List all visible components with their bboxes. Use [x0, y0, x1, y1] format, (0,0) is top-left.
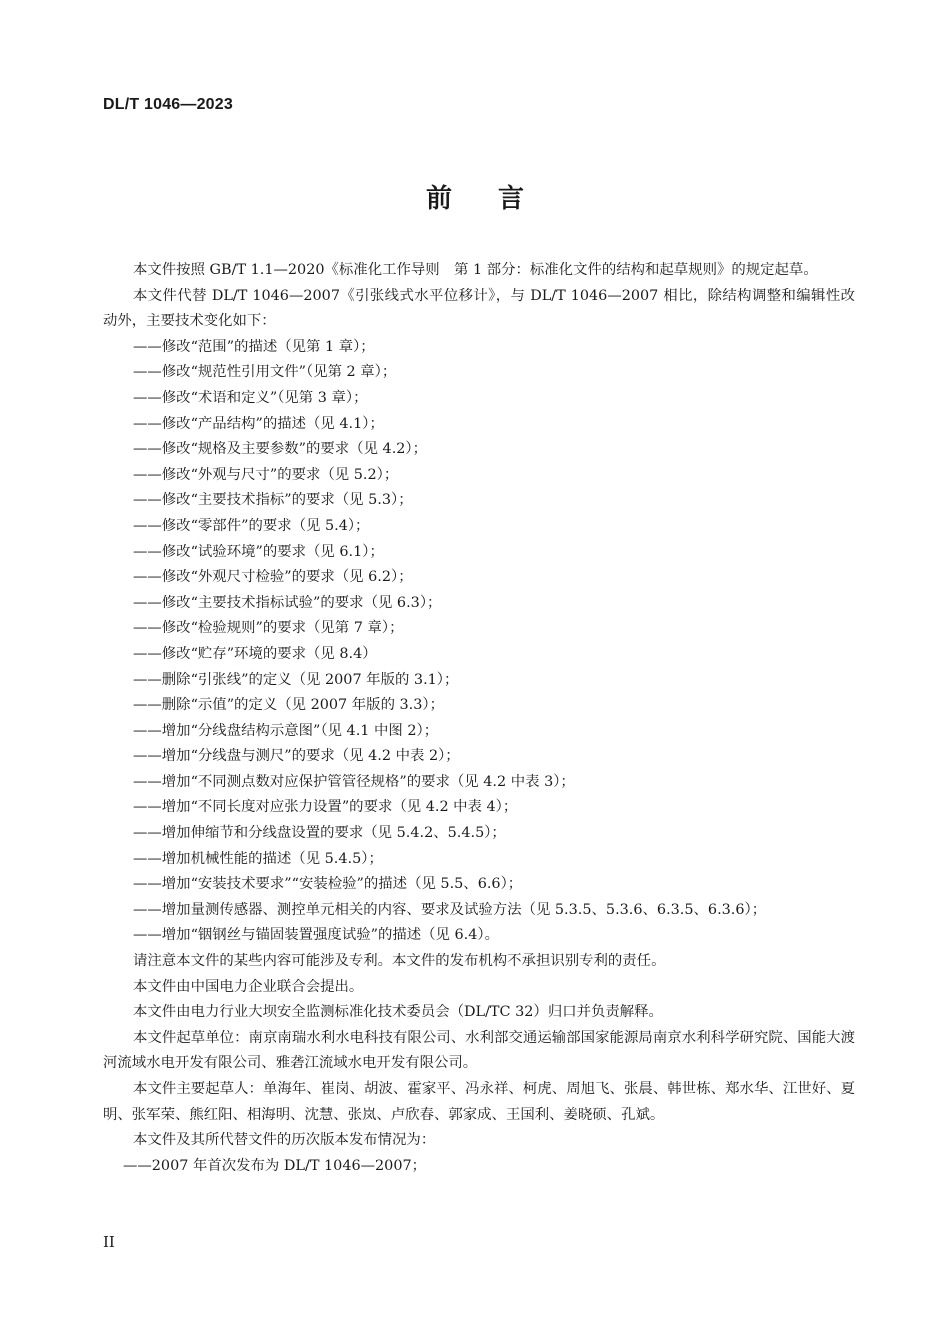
list-item: ——增加量测传感器、测控单元相关的内容、要求及试验方法（见 5.3.5、5.3.6、6.3.5、6.3.6）；: [133, 901, 767, 918]
patent-notice: 请注意本文件的某些内容可能涉及专利。本文件的发布机构不承担识别专利的责任。: [133, 953, 666, 970]
list-item: ——修改“范围”的描述（见第 1 章）；: [133, 338, 375, 355]
list-item: ——增加“分线盘结构示意图”（见 4.1 中图 2）；: [133, 722, 439, 739]
list-item: ——增加伸缩节和分线盘设置的要求（见 5.4.2、5.4.5）；: [133, 825, 506, 842]
drafting-units: 本文件起草单位：南京南瑞水利水电科技有限公司、水利部交通运输部国家能源局南京水利科学研究院、国能大渡河流域水电开发有限公司、雅砻江流域水电开发有限公司。: [103, 1029, 855, 1072]
committee-statement: 本文件由电力行业大坝安全监测标准化技术委员会（DL/TC 32）归口并负责解释。: [133, 1004, 663, 1021]
list-item: ——修改“零部件”的要求（见 5.4）；: [133, 517, 370, 534]
list-item: ——增加“安装技术要求”“安装检验”的描述（见 5.5、6.6）；: [133, 876, 523, 893]
list-item: ——修改“外观尺寸检验”的要求（见 6.2）；: [133, 569, 413, 586]
page-number: II: [103, 1233, 115, 1251]
list-item: ——修改“试验环境”的要求（见 6.1）；: [133, 543, 384, 560]
drafters: 本文件主要起草人：单海年、崔岗、胡波、霍家平、冯永祥、柯虎、周旭飞、张晨、韩世栋、郑水华、江世好、夏明、张军荣、熊红阳、相海明、沈慧、张岚、卢欣春、郭家成、王国利、姜晓硕、孔斌。: [103, 1081, 855, 1123]
list-item: ——删除“引张线”的定义（见 2007 年版的 3.1）；: [133, 671, 459, 688]
history-intro: 本文件及其所代替文件的历次版本发布情况为：: [133, 1132, 436, 1149]
foreword-body: [103, 258, 855, 1179]
list-item: ——修改“产品结构”的描述（见 4.1）；: [133, 415, 384, 432]
list-item: ——修改“外观与尺寸”的要求（见 5.2）；: [133, 466, 399, 483]
list-item: ——修改“主要技术指标”的要求（见 5.3）；: [133, 492, 413, 509]
list-item: ——修改“贮存”环境的要求（见 8.4）: [133, 645, 377, 662]
intro-paragraph-2: 本文件代替 DL/T 1046—2007《引张线式水平位移计》，与 DL/T 1046—2007 相比，除结构调整和编辑性改动外，主要技术变化如下：: [103, 287, 855, 330]
page-title: 前言: [425, 184, 570, 214]
list-item: ——增加机械性能的描述（见 5.4.5）；: [133, 850, 383, 867]
document-code: DL/T 1046—2023: [103, 96, 233, 113]
intro-paragraph-1: 本文件按照 GB/T 1.1—2020《标准化工作导则 第 1 部分：标准化文件的结构和起草规则》的规定起草。: [133, 262, 818, 278]
list-item: ——修改“规范性引用文件”（见第 2 章）；: [133, 364, 397, 381]
list-item: ——增加“不同长度对应张力设置”的要求（见 4.2 中表 4）；: [133, 799, 518, 816]
list-item: ——修改“检验规则”的要求（见第 7 章）；: [133, 620, 404, 637]
list-item: ——增加“不同测点数对应保护管管径规格”的要求（见 4.2 中表 3）；: [133, 773, 575, 790]
list-item: ——删除“示值”的定义（见 2007 年版的 3.3）；: [133, 697, 444, 714]
list-item: ——增加“铟钢丝与锚固装置强度试验”的描述（见 6.4）。: [133, 927, 499, 944]
proposer-statement: 本文件由中国电力企业联合会提出。: [133, 978, 364, 995]
history-item: ——2007 年首次发布为 DL/T 1046—2007；: [123, 1157, 427, 1174]
list-item: ——增加“分线盘与测尺”的要求（见 4.2 中表 2）；: [133, 748, 460, 765]
changes-list: [103, 335, 855, 949]
list-item: ——修改“规格及主要参数”的要求（见 4.2）；: [133, 441, 428, 458]
list-item: ——修改“主要技术指标试验”的要求（见 6.3）；: [133, 594, 442, 611]
list-item: ——修改“术语和定义”（见第 3 章）；: [133, 389, 368, 406]
